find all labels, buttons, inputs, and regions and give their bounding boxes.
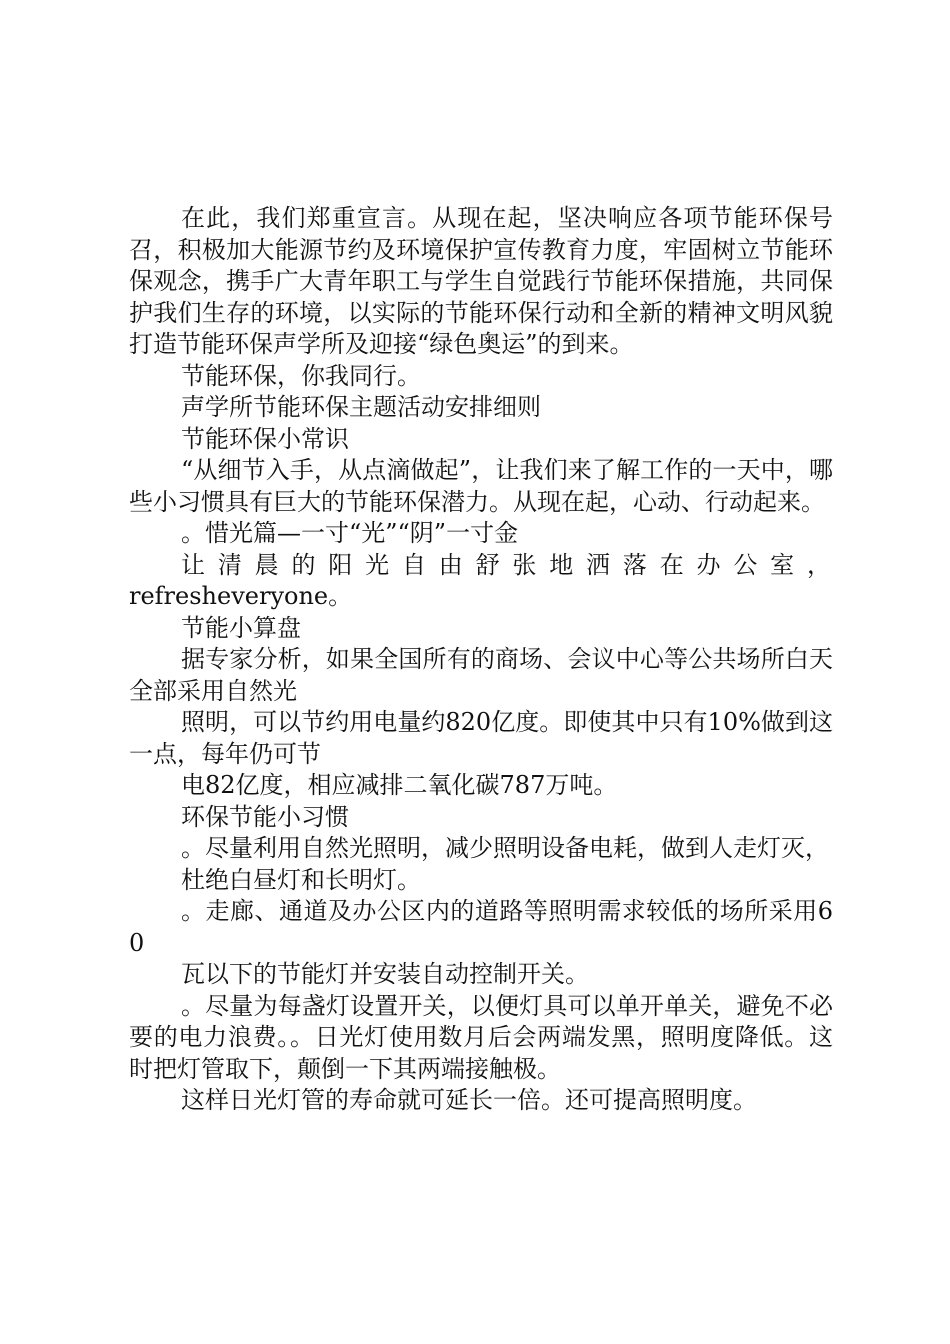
paragraph-expert-analysis: 据专家分析，如果全国所有的商场、会议中心等公共场所白天全部采用自然光: [129, 645, 833, 705]
paragraph-declaration: 在此，我们郑重宣言。从现在起，坚决响应各项节能环保号召，积极加大能源节约及环境保护宣传教育力度，牢固树立节能环保观念，携手广大青年职工与学生自觉践行节能环保措施，共同保护我们生存的环境，以实际的节能环保行动和全新的精神文明风貌打造节能环保声学所及迎接“绿色奥运”的到来。: [129, 204, 833, 358]
paragraph-habit-lamp-life: 这样日光灯管的寿命就可延长一倍。还可提高照明度。: [181, 1086, 757, 1114]
paragraph-habit-switches: 。尽量为每盏灯设置开关，以便灯具可以单开单关，避免不必要的电力浪费。。日光灯使用数月后会两端发黑，照明度降低。这时把灯管取下，颠倒一下其两端接触极。: [129, 991, 833, 1083]
paragraph-slogan: 节能环保，你我同行。: [181, 361, 421, 390]
paragraph-habit-no-daylight-lamps: 杜绝白昼灯和长明灯。: [181, 865, 421, 894]
paragraph-habit-energy-saving-lamp: 瓦以下的节能灯并安装自动控制开关。: [181, 960, 589, 988]
paragraph-sunlight: 让清晨的阳光自由舒张地洒落在办公室，: [181, 550, 833, 579]
paragraph-activity-title: 声学所节能环保主题活动安排细则: [181, 393, 541, 421]
paragraph-tips-heading: 节能环保小常识: [181, 424, 349, 453]
paragraph-habit-corridor: 。走廊、通道及办公区内的道路等照明需求较低的场所采用60: [129, 897, 833, 957]
paragraph-calculation-heading: 节能小算盘: [181, 613, 301, 642]
paragraph-habit-natural-light: 。尽量利用自然光照明，减少照明设备电耗，做到人走灯灭，: [181, 834, 829, 862]
paragraph-electricity-savings: 电82亿度，相应减排二氧化碳787万吨。: [181, 771, 618, 799]
paragraph-light-section: 。惜光篇—一寸“光”“阴”一寸金: [181, 519, 519, 547]
paragraph-intro: “从细节入手，从点滴做起”，让我们来了解工作的一天中，哪些小习惯具有巨大的节能环保潜力。从现在起，心动、行动起来。: [129, 456, 833, 516]
document-body: [129, 203, 833, 1117]
paragraph-habits-heading: 环保节能小习惯: [181, 802, 349, 831]
paragraph-lighting-savings: 照明，可以节约用电量约820亿度。即使其中只有10%做到这一点，每年仍可节: [129, 708, 833, 768]
paragraph-refresh: refresheveryone。: [129, 582, 353, 610]
